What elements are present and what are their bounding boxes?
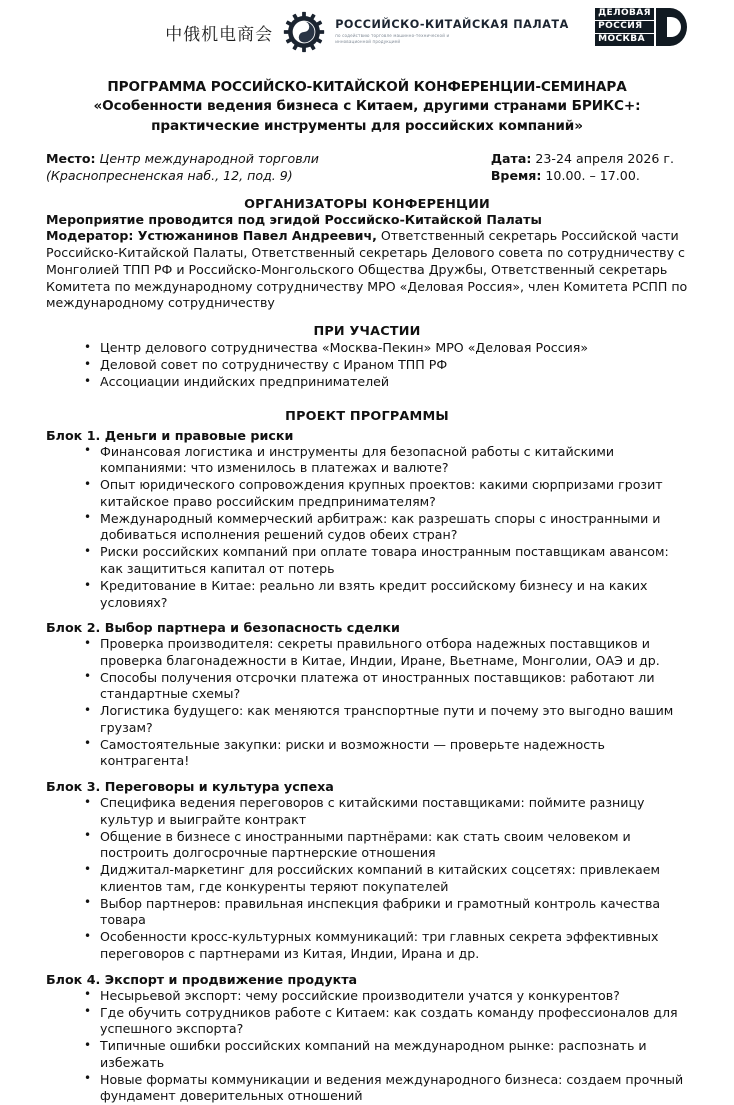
list-item: • Кредитование в Китае: реально ли взять кредит российскому бизнесу и на каких условиях? xyxy=(100,578,688,611)
organizers-heading: ОРГАНИЗАТОРЫ КОНФЕРЕНЦИИ xyxy=(244,196,490,212)
chamber-text-block xyxy=(335,19,569,45)
list-item: • Риски российских компаний при оплате товара иностранным поставщикам авансом: как защититься капитал от потерь xyxy=(100,544,688,577)
program-blocks xyxy=(46,428,688,1105)
participation-list xyxy=(46,340,688,391)
gear-emblem-icon xyxy=(283,11,325,53)
program-block-list xyxy=(46,988,688,1105)
program-block xyxy=(46,428,688,611)
title-line-1: ПРОГРАММА РОССИЙСКО-КИТАЙСКОЙ КОНФЕРЕНЦИИ-СЕМИНАРА xyxy=(107,79,627,95)
moderator-description: Ответственный секретарь Российской части Российско-Китайской Палаты, Ответственный секретарь Делового совета по сотрудничеству с Монголией ТПП РФ и Российско-Монгольского Общества Дружбы, Ответственный секретарь Комитета по международному сотрудничеству МРО «Деловая Россия», член Комитета РСПП по международному сотрудничеству xyxy=(46,228,688,311)
list-item: • Диджитал-маркетинг для российских компаний в китайских соцсетях: привлекаем клиентов там, где конкуренты теряют покупателей xyxy=(100,862,688,895)
list-item: • Особенности кросс-культурных коммуникаций: три главных секрета эффективных переговоров с партнерами из Китая, Индии, Ирана и др. xyxy=(100,929,688,962)
list-item: • Логистика будущего: как меняются транспортные пути и почему это выгодно вашим грузам? xyxy=(100,703,688,736)
program-block-title: Блок 3. Переговоры и культура успеха xyxy=(46,779,334,795)
moderator-paragraph xyxy=(46,228,688,312)
page-title xyxy=(46,78,688,136)
delovaya-rossiya-logo xyxy=(595,6,688,48)
program-block-title: Блок 2. Выбор партнера и безопасность сделки xyxy=(46,620,400,636)
event-datetime xyxy=(491,150,688,185)
dr-line-rossiya: РОССИЯ xyxy=(595,21,654,33)
date-line xyxy=(491,150,674,167)
logo-header xyxy=(46,0,688,60)
program-block-title: Блок 4. Экспорт и продвижение продукта xyxy=(46,971,358,987)
time-label: Время: xyxy=(490,168,542,184)
date-value: 23-24 апреля 2026 г. xyxy=(535,150,674,166)
organizers-auspices: Мероприятие проводится под эгидой Российско-Китайской Палаты xyxy=(46,211,542,227)
list-item: • Деловой совет по сотрудничеству с Ираном ТПП РФ xyxy=(100,357,688,374)
list-item: • Проверка производителя: секреты правильного отбора надежных поставщиков и проверка благонадежности в Китае, Индии, Иране, Вьетнаме, Монголии, ОАЭ и др. xyxy=(100,636,688,669)
event-meta xyxy=(46,150,688,185)
list-item: • Ассоциации индийских предпринимателей xyxy=(100,374,688,391)
chamber-subtitle: по содействию торговле машинно-технической и инновационной продукцией xyxy=(335,32,450,44)
list-item: • Несырьевой экспорт: чему российские производители учатся у конкурентов? xyxy=(100,988,688,1005)
list-item: • Способы получения отсрочки платежа от иностранных поставщиков: работают ли стандартные схемы? xyxy=(100,670,688,703)
chamber-title: РОССИЙСКО-КИТАЙСКАЯ ПАЛАТА xyxy=(335,18,569,32)
list-item: • Типичные ошибки российских компаний на международном рынке: распознать и избежать xyxy=(100,1038,688,1071)
participation-heading: ПРИ УЧАСТИИ xyxy=(313,324,421,340)
list-item: • Международный коммерческий арбитраж: как разрешать споры с иностранными и добиваться исполнения решений судов обеих стран? xyxy=(100,511,688,544)
list-item: • Самостоятельные закупки: риски и возможности — проверьте надежность контрагента! xyxy=(100,737,688,770)
program-block xyxy=(46,972,688,1105)
time-line xyxy=(491,167,674,184)
program-block xyxy=(46,620,688,770)
time-value: 10.00. – 17.00. xyxy=(545,168,640,184)
dr-line-moskva: МОСКВА xyxy=(595,34,654,46)
event-place xyxy=(46,150,319,185)
program-block-list xyxy=(46,795,688,962)
chinese-chamber-mark: 中俄机电商会 xyxy=(165,24,274,45)
delovaya-rossiya-wordmark xyxy=(595,6,654,48)
list-item: • Финансовая логистика и инструменты для безопасной работы с китайскими компаниями: что изменилось в платежах и валюте? xyxy=(100,444,688,477)
dr-d-monogram-icon xyxy=(654,6,688,48)
list-item: • Центр делового сотрудничества «Москва-Пекин» МРО «Деловая Россия» xyxy=(100,340,688,357)
list-item: • Где обучить сотрудников работе с Китаем: как создать команду профессионалов для успешного экспорта? xyxy=(100,1005,688,1038)
list-item: • Общение в бизнесе с иностранными партнёрами: как стать своим человеком и построить долгосрочные партнерские отношения xyxy=(100,829,688,862)
list-item: • Новые форматы коммуникации и ведения международного бизнеса: создаем прочный фундамент доверительных отношений xyxy=(100,1072,688,1105)
moderator-label: Модератор: Устюжанинов Павел Андреевич, xyxy=(46,228,377,244)
chamber-logo-group xyxy=(165,11,569,53)
program-block xyxy=(46,779,688,962)
program-block-list xyxy=(46,444,688,611)
program-block-list xyxy=(46,636,688,770)
place-address: (Краснопресненская наб., 12, под. 9) xyxy=(46,168,293,184)
list-item: • Опыт юридического сопровождения крупных проектов: какими сюрпризами грозит китайское право российским предпринимателям? xyxy=(100,477,688,510)
program-heading: ПРОЕКТ ПРОГРАММЫ xyxy=(285,408,449,424)
list-item: • Выбор партнеров: правильная инспекция фабрики и грамотный контроль качества товара xyxy=(100,896,688,929)
title-line-2: «Особенности ведения бизнеса с Китаем, другими странами БРИКС+: xyxy=(93,98,641,115)
place-label: Место: xyxy=(46,150,96,166)
place-value: Центр международной торговли xyxy=(99,150,319,166)
title-line-3: практические инструменты для российских компаний» xyxy=(151,117,583,134)
dr-line-delovaya: ДЕЛОВАЯ xyxy=(595,8,654,20)
program-block-title: Блок 1. Деньги и правовые риски xyxy=(46,427,294,443)
date-label: Дата: xyxy=(490,150,532,166)
list-item: • Специфика ведения переговоров с китайскими поставщиками: поймите разницу культур и выиграйте контракт xyxy=(100,795,688,828)
place-line xyxy=(46,150,319,167)
